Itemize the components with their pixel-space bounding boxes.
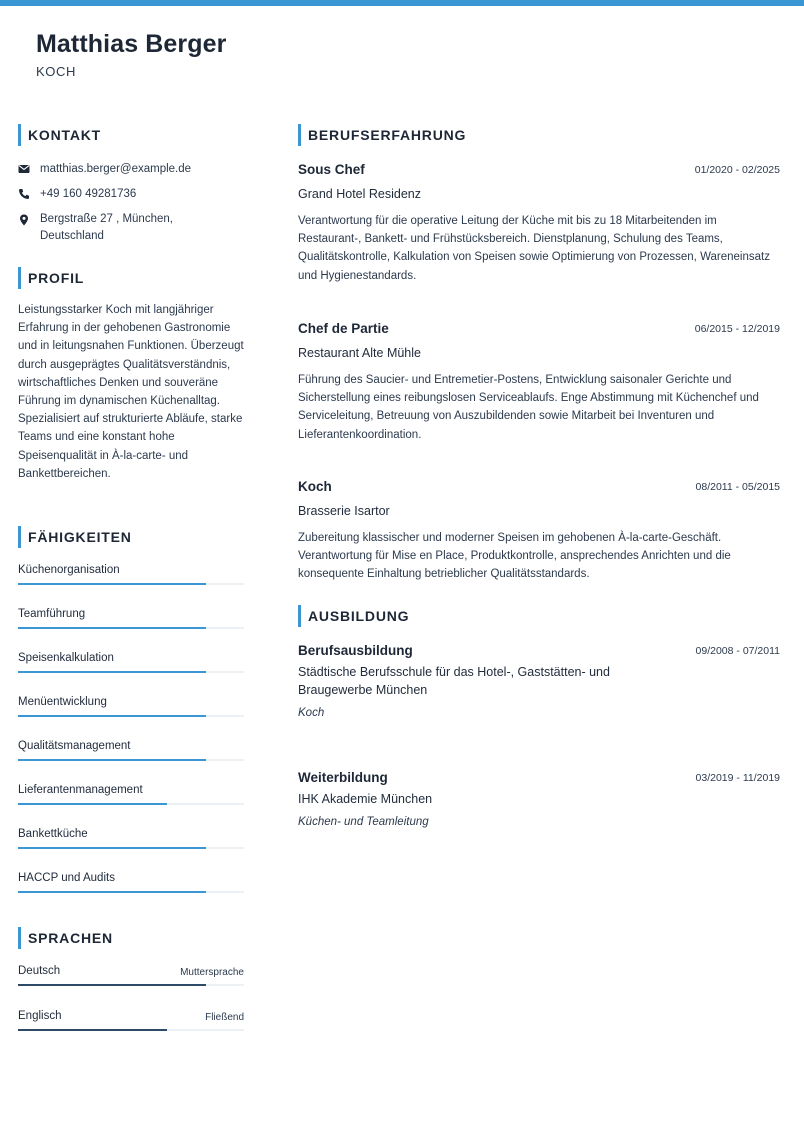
location-pin-icon: [18, 214, 30, 226]
skill-bar-fill: [18, 891, 206, 893]
candidate-role: KOCH: [36, 64, 76, 79]
language-item: [18, 1010, 244, 1055]
skill-item: [18, 828, 244, 872]
skill-bar-fill: [18, 627, 206, 629]
contact-phone[interactable]: [18, 186, 244, 203]
experience-entry: [298, 479, 780, 584]
skill-bar-fill: [18, 715, 206, 717]
language-label: Deutsch: [18, 965, 61, 977]
job-employer: Restaurant Alte Mühle: [298, 346, 421, 360]
contact-address: [18, 211, 244, 245]
education-institution: Städtische Berufsschule für das Hotel-, Gaststätten- und Braugewerbe München: [298, 665, 610, 697]
address-line-1: Bergstraße 27 , München,: [40, 213, 173, 225]
skill-bar-fill: [18, 671, 206, 673]
job-date: 06/2015 - 12/2019: [694, 323, 780, 335]
job-title: Koch: [298, 479, 332, 494]
contact-email-text: matthias.berger@example.de: [40, 163, 192, 175]
skill-bar-fill: [18, 583, 206, 585]
education-title: Berufsausbildung: [298, 643, 413, 658]
skill-bar-fill: [18, 803, 167, 805]
job-description: Führung des Saucier- und Entremetier-Postens, Entwicklung saisonaler Gerichte und Sicherstellung eines reibungslosen Serviceablaufs. Enge Abstimmung mit Küchenchef und Serviceleitung, Betreuung von Auszubildenden sowie Mitarbeit bei Inventuren und Lieferantenkoordination.: [298, 374, 759, 441]
section-title-profile: PROFIL: [18, 267, 244, 289]
languages-list: [18, 965, 244, 1055]
skill-bar-fill: [18, 759, 206, 761]
education-date: 03/2019 - 11/2019: [695, 772, 780, 784]
skill-label: Menüentwicklung: [18, 696, 107, 708]
contact-email[interactable]: [18, 161, 244, 178]
job-date: 01/2020 - 02/2025: [694, 164, 780, 176]
skill-bar-track: [18, 627, 244, 629]
skill-bar-fill: [18, 847, 206, 849]
skill-item: [18, 784, 244, 828]
skill-item: [18, 740, 244, 784]
skill-bar-track: [18, 803, 244, 805]
language-label: Englisch: [18, 1010, 62, 1022]
skill-label: Teamführung: [18, 608, 86, 620]
section-title-skills: FÄHIGKEITEN: [18, 526, 244, 548]
education-institution: IHK Akademie München: [298, 792, 433, 806]
skill-item: [18, 696, 244, 740]
education-entry: [298, 770, 780, 828]
language-bar-fill: [18, 1029, 167, 1031]
skill-label: Speisenkalkulation: [18, 652, 114, 664]
job-employer: Brasserie Isartor: [298, 504, 390, 518]
contact-phone-text: +49 160 49281736: [40, 188, 137, 200]
skill-label: Küchenorganisation: [18, 564, 120, 576]
skill-bar-track: [18, 583, 244, 585]
education-entry: [298, 643, 780, 719]
job-date: 08/2011 - 05/2015: [695, 481, 780, 493]
skill-label: Lieferantenmanagement: [18, 784, 143, 796]
mail-icon: [18, 163, 30, 175]
skill-item: [18, 564, 244, 608]
skill-label: Bankettküche: [18, 828, 88, 840]
top-accent-bar: [0, 0, 804, 6]
right-column: [298, 124, 780, 828]
skill-item: [18, 872, 244, 916]
language-level: Muttersprache: [180, 967, 244, 978]
skill-bar-track: [18, 671, 244, 673]
language-bar-fill: [18, 984, 206, 986]
job-employer: Grand Hotel Residenz: [298, 187, 421, 201]
left-column: [18, 124, 244, 1023]
education-date: 09/2008 - 07/2011: [695, 645, 780, 657]
skill-label: Qualitätsmanagement: [18, 740, 131, 752]
section-title-experience: BERUFSERFAHRUNG: [298, 124, 780, 146]
section-title-contact: KONTAKT: [18, 124, 244, 146]
skills-list: [18, 564, 244, 916]
education-note: Küchen- und Teamleitung: [298, 816, 429, 828]
language-bar-track: [18, 984, 244, 986]
education-section: [298, 605, 780, 627]
experience-entry: [298, 321, 780, 444]
address-line-2: Deutschland: [40, 230, 104, 242]
skills-section: [18, 526, 244, 916]
phone-icon: [18, 188, 30, 200]
skill-item: [18, 608, 244, 652]
profile-section: [18, 267, 244, 483]
job-description: Zubereitung klassischer und moderner Speisen im gehobenen À-la-carte-Geschäft. Verantwortung für Mise en Place, Produktkontrolle, ansprechendes Anrichten und die konsequente Einhaltung betrieblicher Qualitätsstandards.: [298, 532, 731, 581]
job-description: Verantwortung für die operative Leitung der Küche mit bis zu 18 Mitarbeitenden im Restaurant-, Bankett- und Frühstücksbereich. Dienstplanung, Schulung des Teams, Qualitätskontrolle, Kalkulation von Speisen sowie Optimierung von Prozessen, Wareneinsatz und Hygienestandards.: [298, 215, 770, 282]
education-title: Weiterbildung: [298, 770, 388, 785]
contact-list: [18, 161, 244, 245]
experience-entry: [298, 162, 780, 285]
skill-bar-track: [18, 847, 244, 849]
language-level: Fließend: [205, 1012, 244, 1023]
languages-section: [18, 927, 244, 1055]
skill-bar-track: [18, 715, 244, 717]
language-item: [18, 965, 244, 1010]
section-title-languages: SPRACHEN: [18, 927, 244, 949]
education-note: Koch: [298, 707, 325, 719]
job-title: Sous Chef: [298, 162, 365, 177]
section-title-education: AUSBILDUNG: [298, 605, 780, 627]
profile-text: Leistungsstarker Koch mit langjähriger Erfahrung in der gehobenen Gastronomie und in leitungsnahen Funktionen. Überzeugt durch ausgeprägtes Qualitätsverständnis, wirtschaftliches Denken und souveräne Führung im dynamischen Küchenalltag. Spezialisiert auf strukturierte Abläufe, starke Teams und eine konstant hohe Speisenqualität in À-la-carte- und Bankettbereichen.: [18, 304, 244, 480]
skill-bar-track: [18, 891, 244, 893]
skill-label: HACCP und Audits: [18, 872, 115, 884]
skill-item: [18, 652, 244, 696]
job-title: Chef de Partie: [298, 321, 389, 336]
skill-bar-track: [18, 759, 244, 761]
language-bar-track: [18, 1029, 244, 1031]
candidate-name: Matthias Berger: [36, 30, 227, 58]
